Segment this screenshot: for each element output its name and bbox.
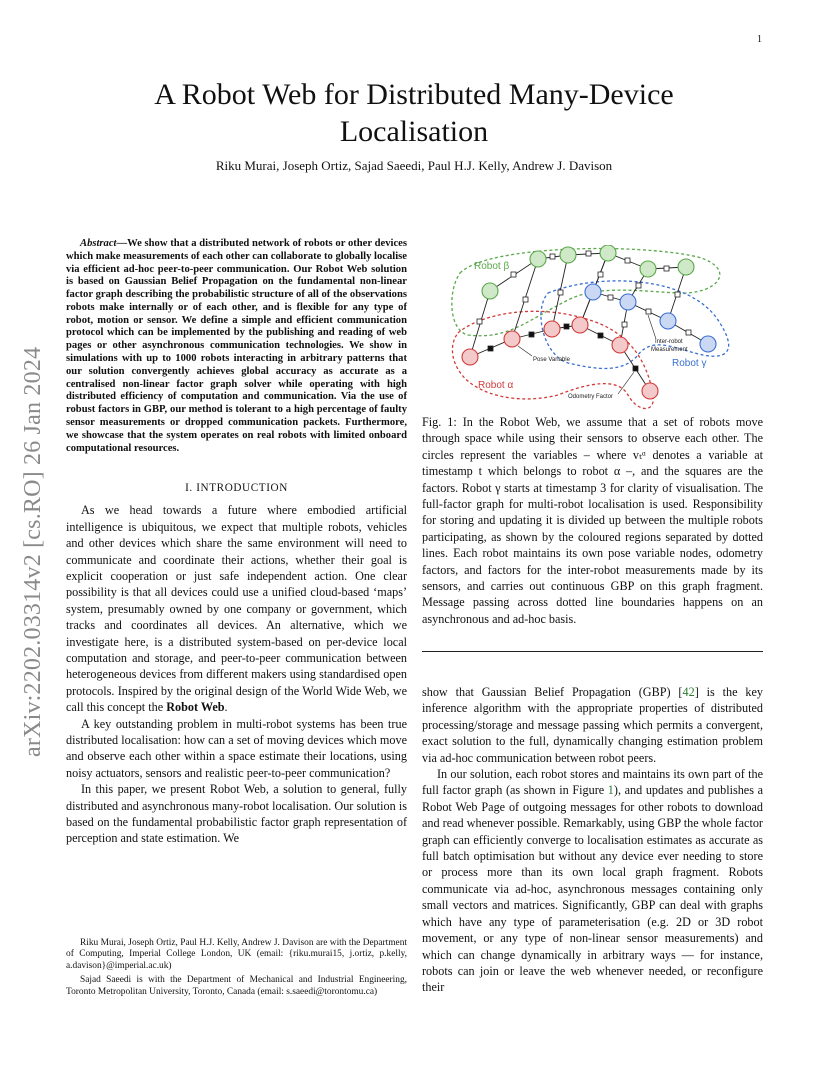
intro-paragraph-1: [66, 502, 407, 715]
right-column: [422, 684, 763, 996]
measurement-label: Measurement: [651, 347, 688, 353]
robot-beta-label: Robot β: [474, 261, 510, 272]
robot-web-term: Robot Web: [166, 700, 225, 715]
right-paragraph-2: [422, 766, 763, 996]
column-rule: [422, 651, 763, 652]
right-p1-text: show that Gaussian Belief Propagation (GBP) [: [422, 685, 683, 699]
right-paragraph-1: [422, 684, 763, 766]
abstract: [66, 238, 407, 455]
factor-graph-diagram: [448, 245, 738, 410]
citation-link[interactable]: 42: [682, 685, 695, 699]
section-heading: I. INTRODUCTION: [185, 482, 288, 495]
inter-robot-label: Inter-robot: [655, 339, 683, 345]
figure-link[interactable]: 1: [607, 783, 614, 798]
robot-gamma-label: Robot γ: [672, 358, 707, 369]
gamma-pose-variables: [585, 284, 716, 352]
right-p2-text: In our solution, each robot stores and maintains its own part of the full factor graph (as shown in Figure: [422, 767, 763, 798]
author-list: Riku Murai, Joseph Ortiz, Sajad Saeedi, Paul H.J. Kelly, Andrew J. Davison: [215, 158, 613, 173]
odometry-factor-label: Odometry Factor: [568, 394, 614, 400]
intro-p1-text: As we head towards a future where embodied artificial intelligence is ubiquitous, we expect that multiple robots, vehicles and other devices which share the same environment will need to communicate and coordinate their actions, whether their goal is explicit cooperation or just safe independent action. One clear possibility is that all devices could use a unified cloud-based ‘maps’ system, presumably owned by one company or government, which tracks and coordinates all devices. An alternative, which we investigate here, is a distributed system-based on per-device local computation and storage, and peer-to-peer communication between heterogeneous devices from different makers using standardised open protocols. Inspired by the original design of the World Wide Web, we call this concept the: [66, 503, 407, 715]
robot-alpha-label: Robot α: [478, 380, 514, 391]
paper-title: A Robot Web for Distributed Many-Device Localisation: [154, 78, 674, 148]
page-number: 1: [757, 34, 762, 45]
abstract-label: Abstract: [80, 238, 117, 249]
abstract-text: —We show that a distributed network of robots or other devices which make measurements of each other can collaborate to globally localise via efficient ad-hoc peer-to-peer communication. Our Robot Web solution is based on Gaussian Belief Propagation on the fundamental non-linear factor graph describing the probabilistic structure of all of the observations robots make internally or of each other, and is flexible for any type of robot, motion or sensor. We define a simple and efficient communication protocol which can be implemented by the publishing and reading of web pages or other asynchronous communication technologies. We show in simulations with up to 1000 robots interacting in arbitrary patterns that our solution convergently achieves global accuracy as accurate as a centralised non-linear factor graph solver while operating with high distributed efficiency of computation and communication. Via the use of robust factors in GBP, our method is tolerant to a high percentage of faulty sensor measurements or dropped communication packets. Furthermore, we showcase that the system operates on real robots with limited onboard computational resources.: [66, 238, 407, 454]
arxiv-stamp: arXiv:2202.03314v2 [cs.RO] 26 Jan 2024: [20, 346, 46, 757]
right-p1-end: ] is the key inference algorithm with the appropriate properties of distributed processing/storage and message passing which permits a convergent, exact solution to the full, dynamically changing estimation problem via ad-hoc communication between robot peers.: [422, 685, 763, 765]
figure-caption: Fig. 1: In the Robot Web, we assume that a set of robots move through space while using their sensors to observe each other. The circles represent the variables – where vₜᵅ denotes a variable at timestamp t which belongs to robot α –, and the squares are the factors. Robot γ starts at timestamp 3 for clarity of visualisation. The full-factor graph for multi-robot localisation is used. Responsibility for storing and updating it is divided up between the multiple robots participating, as shown by the coloured regions separated by dotted lines. Each robot maintains its own pose variable nodes, odometry factors, and factors for the inter-robot measurements made by its sensors, and carries out continuous GBP on this graph fragment. Message passing across dotted line boundaries happens on an asynchronous and ad-hoc basis.: [422, 415, 763, 626]
footnotes: [66, 938, 407, 1001]
intro-paragraph-3: In this paper, we present Robot Web, a solution to general, fully distributed and asynchronous many-robot localisation. Our solution is based on the fundamental probabilistic factor graph representation of perception and state estimation. We: [66, 782, 407, 846]
figure-1: [448, 245, 738, 410]
intro-paragraph-2: A key outstanding problem in multi-robot systems has been true distributed localisation: how can a set of moving devices which move and observe each other within a space estimate their locations, using noisy actuators, sensors and realistic peer-to-peer communication?: [66, 716, 407, 780]
footnote-1: Riku Murai, Joseph Ortiz, Paul H.J. Kelly, Andrew J. Davison are with the Department of Computing, Imperial College London, UK (email: {riku.murai15, j.ortiz, p.kelly, a.davison}@imperial.ac.uk): [66, 938, 407, 971]
pose-variable-label: Pose Variable: [533, 357, 570, 363]
left-column: [66, 238, 407, 847]
footnote-2: Sajad Saeedi is with the Department of Mechanical and Industrial Engineering, Toronto Metropolitan University, Toronto, Canada (email: s.saeedi@torontomu.ca): [66, 975, 407, 997]
right-p2-end: ), and updates and publishes a Robot Web Page of outgoing messages for other robots to download and read whenever possible. Remarkably, using GBP the whole factor graph can efficiently converge to localisation estimates as accurate as full batch optimisation but without any device ever needing to store or process more than its own local graph fragment. Robots communicate via ad-hoc, asynchronous messages containing only small vectors and matrices. Significantly, GBP can deal with graphs which have any type of parameterisation (e.g. 2D or 3D robot movement, or any type of non-linear sensor measurements) and which can change dynamically in arbitrary ways — for instance, robots can join or leave the web whenever needed, or reconfigure their: [422, 783, 763, 995]
intro-p1-end: .: [224, 700, 228, 715]
